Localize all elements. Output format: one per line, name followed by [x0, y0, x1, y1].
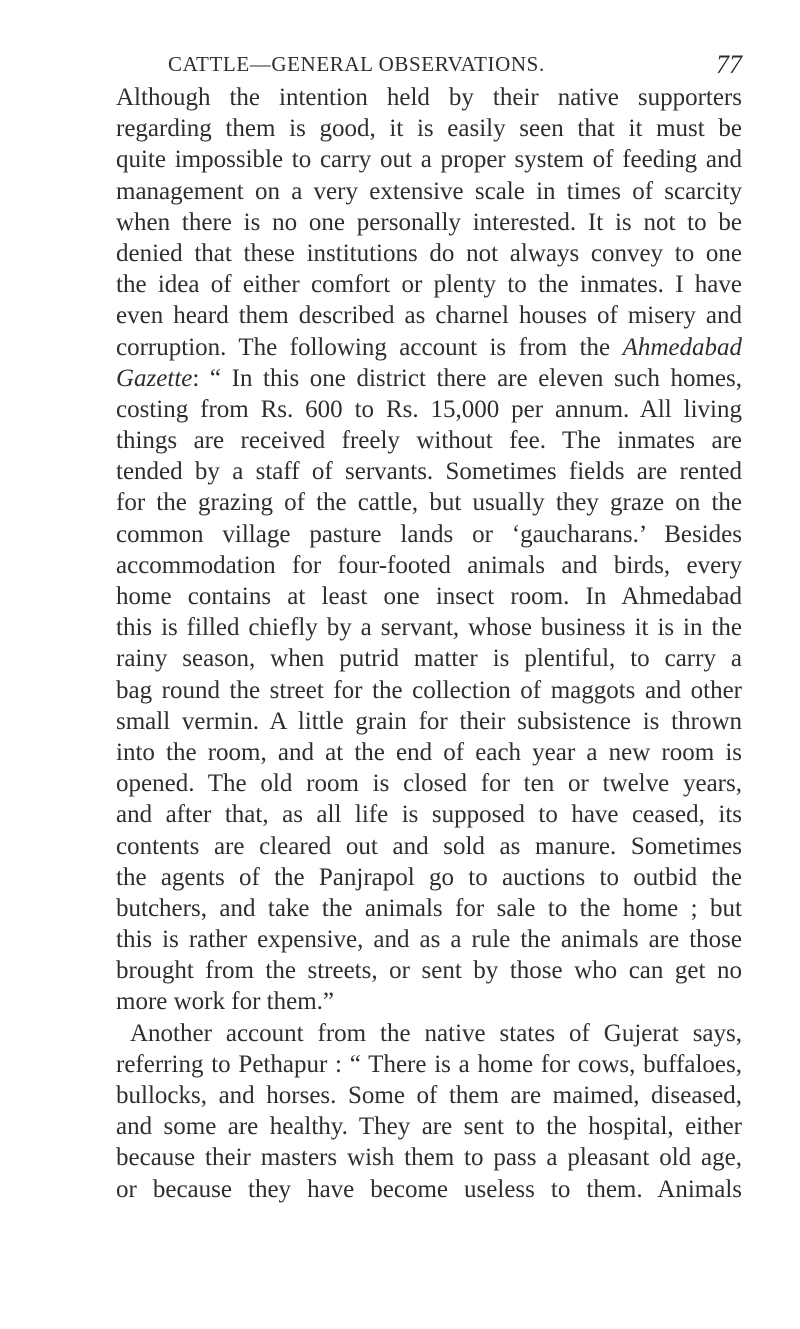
italic-title: Gazette	[116, 364, 193, 392]
text-line: into the room, and at the end of each year a new room is	[116, 738, 742, 766]
text-line: Another account from the native states of Gujerat says,	[130, 1019, 742, 1047]
text-line: brought from the streets, or sent by those who can get no	[116, 957, 742, 985]
text-line: referring to Pethapur : “ There is a home for cows, buffaloes,	[116, 1050, 742, 1078]
italic-title: Ahmedabad	[622, 333, 742, 361]
text-line: more work for them.”	[116, 988, 334, 1016]
text-line: and some are healthy. They are sent to the hospital, either	[116, 1113, 742, 1141]
text-line: common village pasture lands or ‘gaucharans.’ Besides	[116, 520, 742, 548]
text-line: Although the intention held by their native supporters	[116, 84, 742, 111]
text-segment: : “ In this one district there are eleven such homes,	[192, 364, 742, 392]
text-line: this is rather expensive, and as a rule the animals are those	[116, 926, 742, 954]
text-line: denied that these institutions do not always convey to one	[116, 239, 742, 267]
text-segment: corruption. The following account is from the	[116, 333, 611, 361]
text-line: when there is no one personally interested. It is not to be	[116, 208, 742, 236]
text-line: small vermin. A little grain for their subsistence is thrown	[116, 707, 742, 735]
text-line: the agents of the Panjrapol go to auctions to outbid the	[116, 863, 742, 891]
text-line: costing from Rs. 600 to Rs. 15,000 per annum. All living	[116, 395, 742, 423]
text-line	[116, 332, 742, 363]
running-title: CATTLE—GENERAL OBSERVATIONS.	[168, 52, 545, 76]
text-line: for the grazing of the cattle, but usually they graze on the	[116, 489, 742, 517]
text-line: contents are cleared out and sold as manure. Sometimes	[116, 832, 742, 860]
text-line: because their masters wish them to pass a pleasant old age,	[116, 1144, 742, 1172]
text-line: or because they have become useless to them. Animals	[116, 1175, 742, 1203]
running-head	[116, 50, 742, 84]
text-line: regarding them is good, it is easily seen that it must be	[116, 115, 742, 143]
text-line: even heard them described as charnel houses of misery and	[116, 302, 742, 330]
text-line: quite impossible to carry out a proper system of feeding and	[116, 146, 742, 174]
text-line: bullocks, and horses. Some of them are maimed, diseased,	[116, 1082, 742, 1109]
text-line: tended by a staff of servants. Sometimes fields are rented	[116, 458, 742, 486]
text-line: and after that, as all life is supposed to have ceased, its	[116, 801, 742, 829]
body-text	[116, 82, 742, 1205]
text-line: things are received freely without fee. The inmates are	[116, 427, 742, 455]
text-line: this is filled chiefly by a servant, whose business it is in the	[116, 614, 742, 642]
text-line: accommodation for four-footed animals and birds, every	[116, 551, 742, 579]
text-line: the idea of either comfort or plenty to the inmates. I have	[116, 271, 742, 299]
text-line: management on a very extensive scale in times of scarcity	[116, 177, 742, 205]
text-line: butchers, and take the animals for sale to the home ; but	[116, 894, 742, 922]
text-line: home contains at least one insect room. In Ahmedabad	[116, 583, 742, 610]
page-number: 77	[716, 50, 742, 79]
text-line: bag round the street for the collection of maggots and other	[116, 676, 742, 704]
text-line: opened. The old room is closed for ten or twelve years,	[116, 770, 742, 798]
text-line	[116, 363, 742, 394]
text-line: rainy season, when putrid matter is plentiful, to carry a	[116, 645, 742, 673]
